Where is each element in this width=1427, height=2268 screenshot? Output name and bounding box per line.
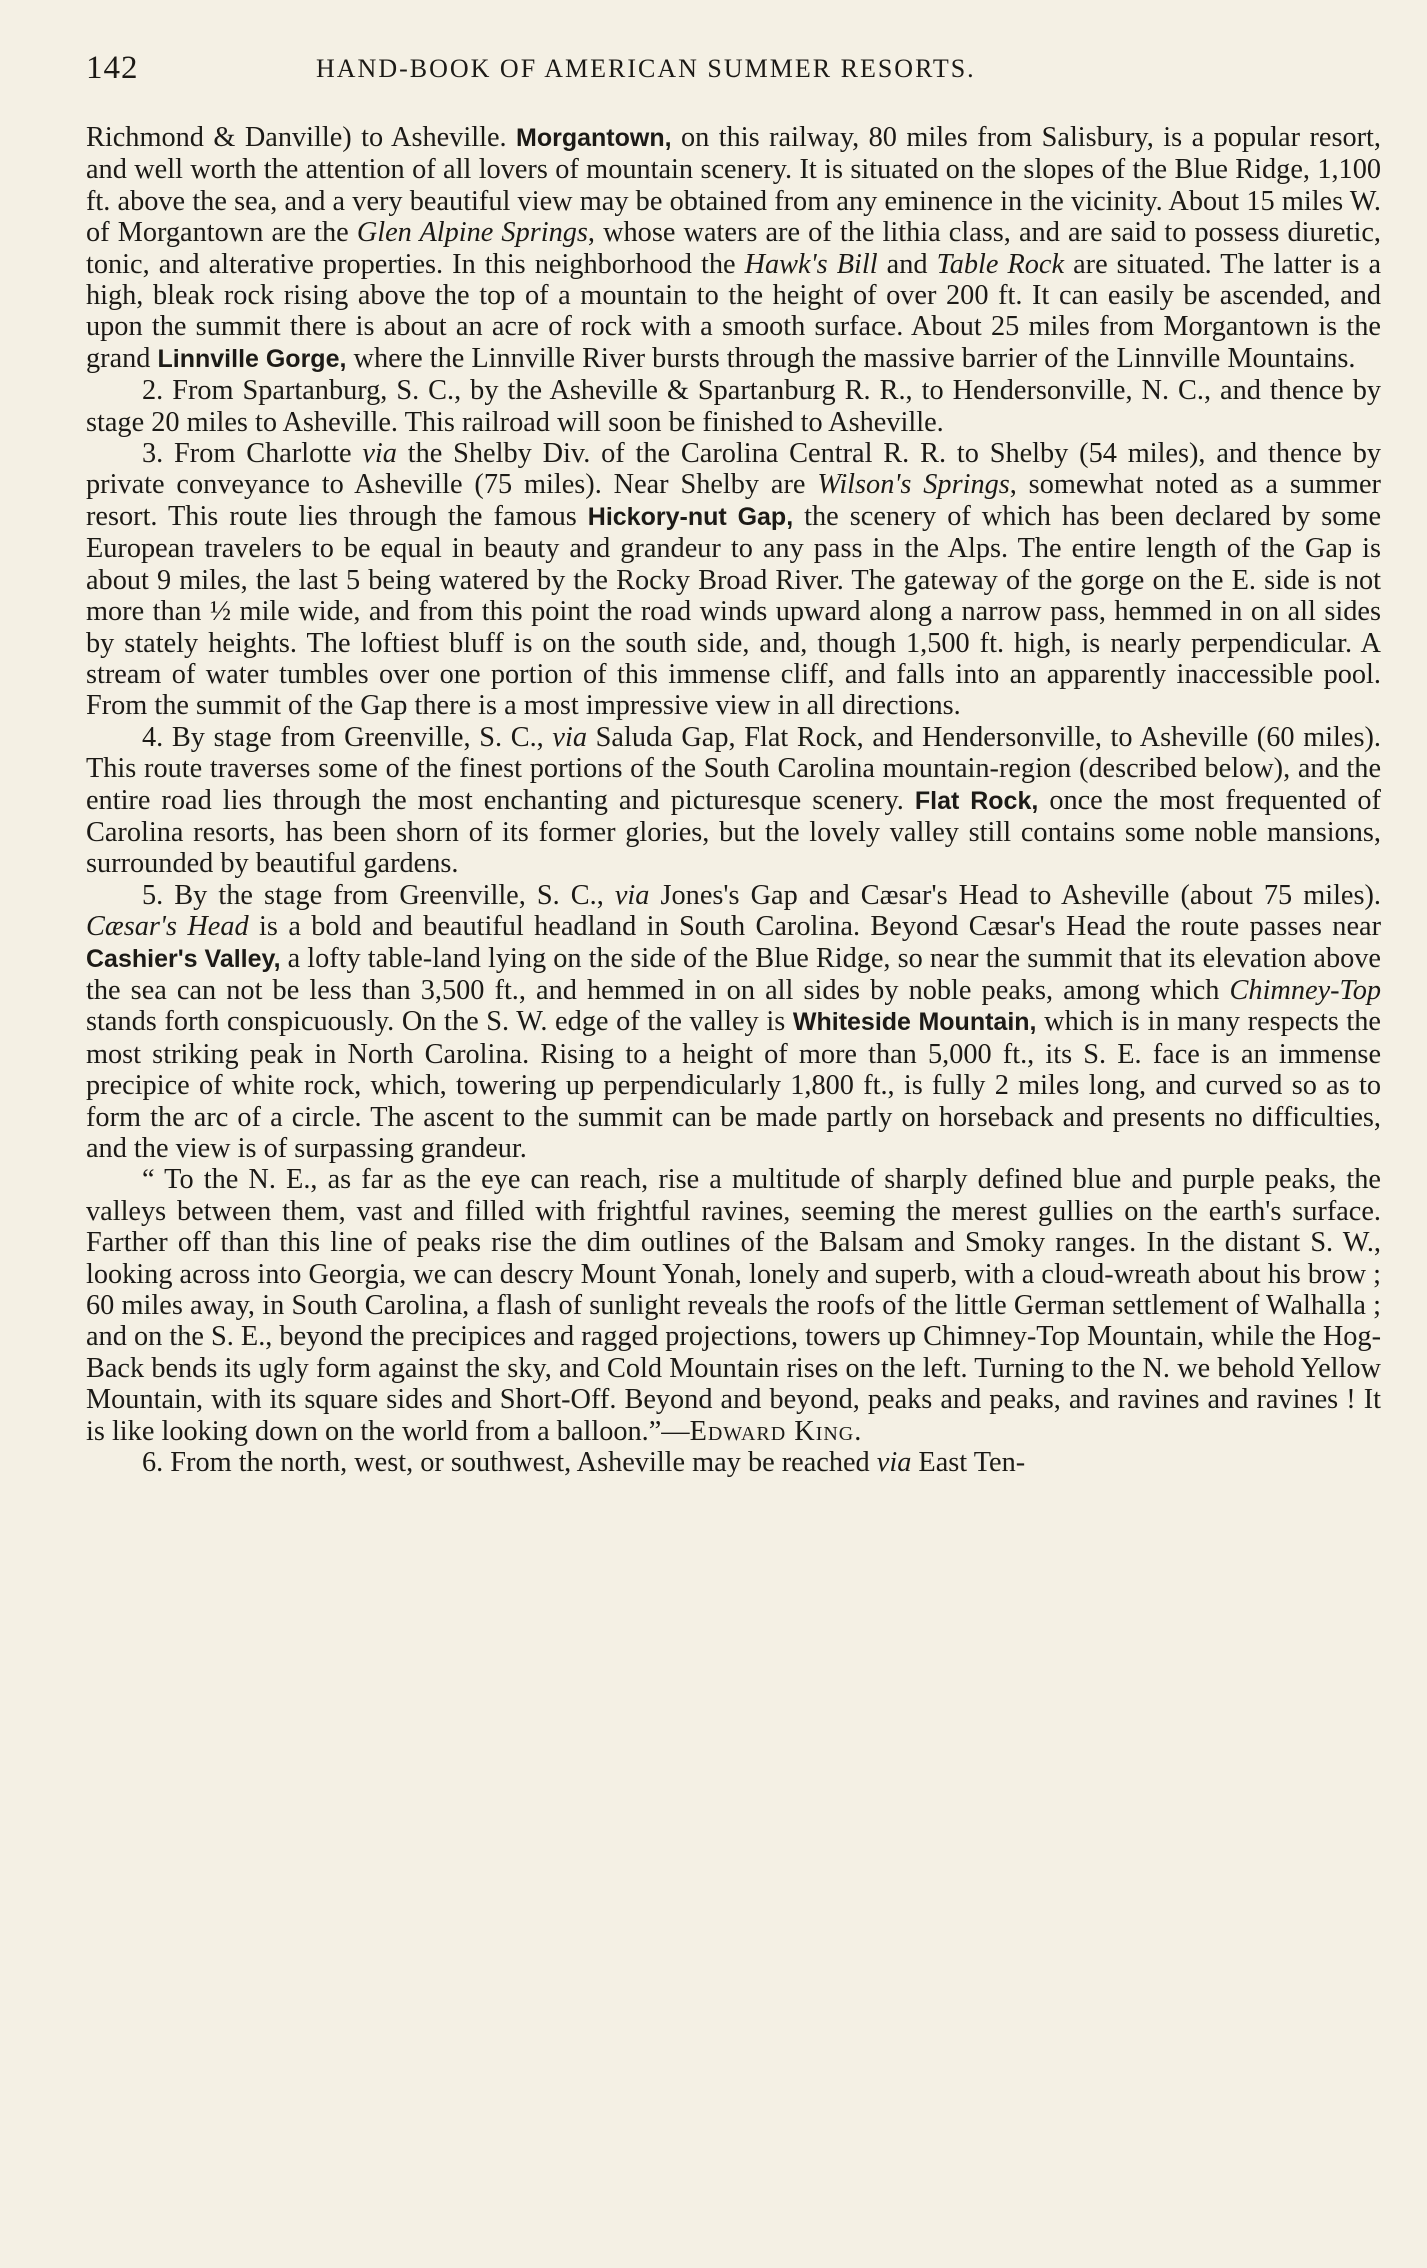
place-name: Wilson's Springs <box>817 469 1010 501</box>
place-name: Hawk's Bill <box>744 248 878 280</box>
place-name: Chimney-Top <box>1229 974 1381 1006</box>
paragraph-6: 6. From the north, west, or southwest, Asheville may be reached via East Ten- <box>142 1447 1026 1479</box>
paragraph-2: 2. From Spartanburg, S. C., by the Asheville & Spartanburg R. R., to Hendersonville, N. C., and thence by stage 20 miles to Asheville. This railroad will soon be finished to Asheville. <box>86 375 1381 438</box>
resort-name: Whiteside Mountain, <box>792 1008 1037 1037</box>
body-text <box>86 122 1381 1478</box>
paragraph-3: 3. From Charlotte via the Shelby Div. of the Carolina Central R. R. to Shelby (54 miles), and thence by private conveyance to Asheville (75 miles). Near Shelby are Wilson's Springs, somewhat noted as a summer resort. This route lies through the famous Hickory-nut Gap, the scenery of which has been declared by some European travelers to be equal in beauty and grandeur to any pass in the Alps. The entire length of the Gap is about 9 miles, the last 5 being watered by the Rocky Broad River. The gateway of the gorge on the E. side is not more than ½ mile wide, and from this point the road winds upward along a narrow pass, hemmed in on all sides by stately heights. The loftiest bluff is on the south side, and, though 1,500 ft. high, is nearly perpendicular. A stream of water tumbles over one portion of this immense cliff, and falls into an apparently inaccessible pool. From the summit of the Gap there is a most impressive view in all directions. <box>86 438 1382 722</box>
place-name: Glen Alpine Springs <box>356 217 588 249</box>
page-number: 142 <box>86 50 139 86</box>
resort-name: Hickory-nut Gap, <box>587 502 794 531</box>
quote-author: Edward King. <box>689 1415 863 1447</box>
resort-name: Morgantown, <box>516 124 672 152</box>
paragraph-4: 4. By stage from Greenville, S. C., via Saluda Gap, Flat Rock, and Hendersonville, to Asheville (60 miles). This route traverses some of the finest portions of the South Carolina mountain-region (described below), and the entire road lies through the most enchanting and picturesque scenery. Flat Rock, once the most frequented of Carolina resorts, has been shorn of its former glories, but the lovely valley still contains some noble mansions, surrounded by beautiful gardens. <box>86 721 1381 880</box>
resort-name: Cashier's Valley, <box>86 944 281 973</box>
paragraph-1: Richmond & Danville) to Asheville. Morgantown, on this railway, 80 miles from Salisbury, is a popular resort, and well worth the attention of all lovers of mountain scenery. It is situated on the slopes of the Blue Ridge, 1,100 ft. above the sea, and a very beautiful view may be obtained from any eminence in the vicinity. About 15 miles W. of Morgantown are the Glen Alpine Springs, whose waters are of the lithia class, and are said to possess diuretic, tonic, and alterative properties. In this neighborhood the Hawk's Bill and Table Rock are situated. The latter is a high, bleak rock rising above the top of a mountain to the height of over 200 ft. It can easily be ascended, and upon the summit there is about an acre of rock with a smooth surface. About 25 miles from Morgantown is the grand Linnville Gorge, where the Linnville River bursts through the massive barrier of the Linnville Mountains. <box>86 122 1381 374</box>
place-name: Table Rock <box>936 248 1065 280</box>
page-header <box>86 50 1386 90</box>
place-name: Cæsar's Head <box>86 911 249 943</box>
resort-name: Linnville Gorge, <box>157 344 347 373</box>
running-title: HAND-BOOK OF AMERICAN SUMMER RESORTS. <box>316 54 976 83</box>
resort-name: Flat Rock, <box>914 786 1039 815</box>
paragraph-5: 5. By the stage from Greenville, S. C., via Jones's Gap and Cæsar's Head to Asheville (about 75 miles). Cæsar's Head is a bold and beautiful headland in South Carolina. Beyond Cæsar's Head the route passes near Cashier's Valley, a lofty table-land lying on the side of the Blue Ridge, so near the summit that its elevation above the sea can not be less than 3,500 ft., and hemmed in on all sides by noble peaks, among which Chimney-Top stands forth conspicuously. On the S. W. edge of the valley is Whiteside Mountain, which is in many respects the most striking peak in North Carolina. Rising to a height of more than 5,000 ft., its S. E. face is an immense precipice of white rock, which, towering up perpendicularly 1,800 ft., is fully 2 miles long, and curved so as to form the arc of a circle. The ascent to the summit can be made partly on horseback and presents no difficulties, and the view is of surpassing grandeur. <box>86 879 1382 1164</box>
quotation: “ To the N. E., as far as the eye can reach, rise a multitude of sharply defined blue and purple peaks, the valleys between them, vast and filled with frightful ravines, seeming the merest gullies on the earth's surface. Farther off than this line of peaks rise the dim outlines of the Balsam and Smoky ranges. In the distant S. W., looking across into Georgia, we can descry Mount Yonah, lonely and superb, with a cloud-wreath about his brow ; 60 miles away, in South Carolina, a flash of sunlight reveals the roofs of the little German settlement of Walhalla ; and on the S. E., beyond the precipices and ragged projections, towers up Chimney-Top Mountain, while the Hog-Back bends its ugly form against the sky, and Cold Mountain rises on the left. Turning to the N. we behold Yellow Mountain, with its square sides and Short-Off. Beyond and beyond, peaks and peaks, and ravines and ravines ! It is like looking down on the world from a balloon.”—Edward King. <box>86 1164 1381 1447</box>
